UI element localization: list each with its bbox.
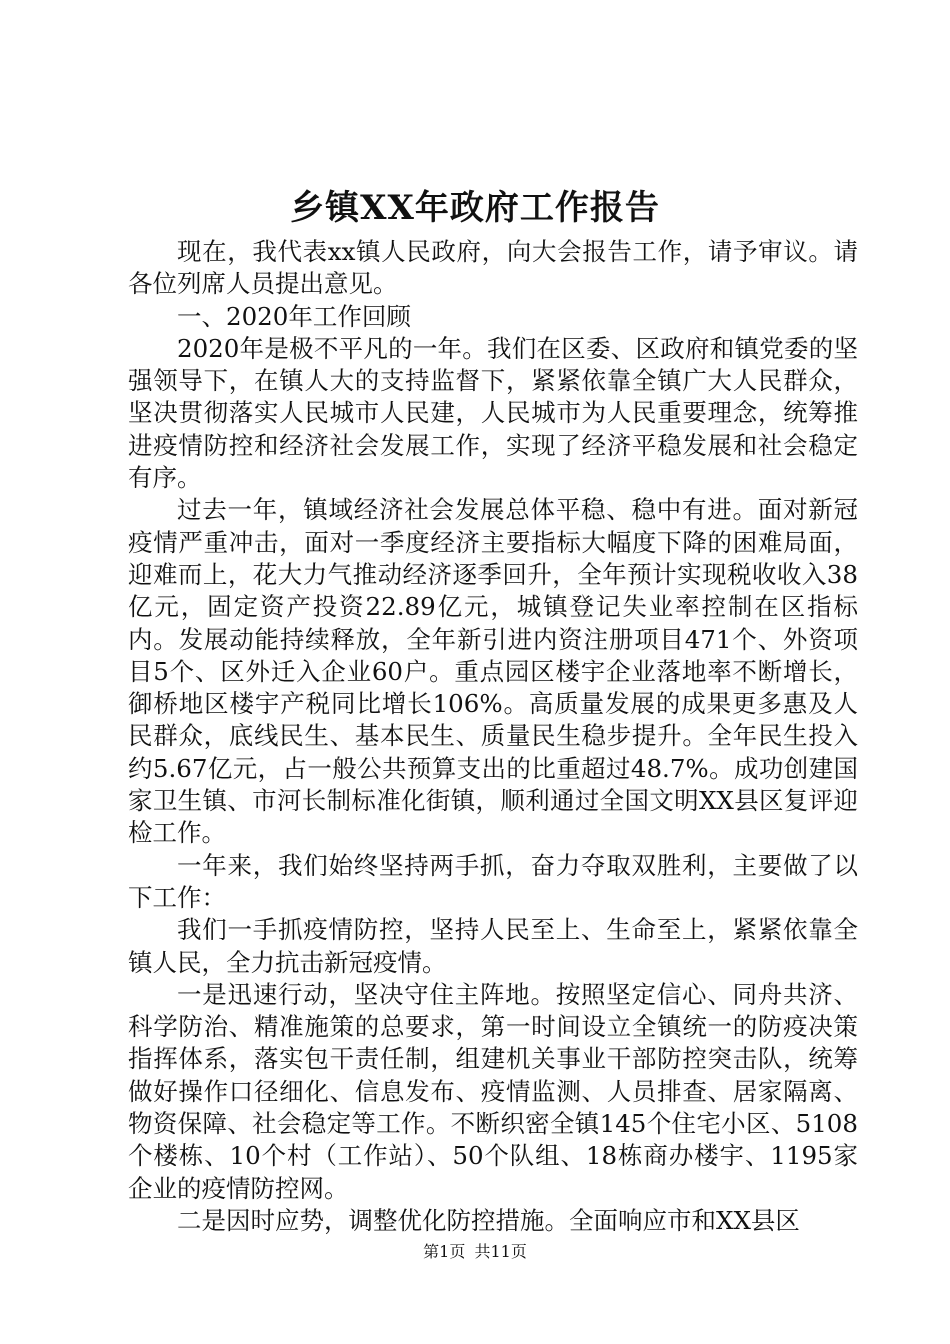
section-heading: 一、2020年工作回顾 — [177, 301, 411, 331]
paragraph-economy: 过去一年，镇域经济社会发展总体平稳、稳中有进。面对新冠疫情严重冲击，面对一季度经济主要指标大幅度下降的困难局面，迎难而上，花大力气推动经济逐季回升，全年预计实现税收收入38亿元，固定资产投资22.89亿元，城镇登记失业率控制在区指标内。发展动能持续释放，全年新引进内资注册项目471个、外资项目5个、区外迁入企业60户。重点园区楼宇企业落地率不断增长，御桥地区楼宇产税同比增长106%。高质量发展的成果更多惠及人民群众，底线民生、基本民生、质量民生稳步提升。全年民生投入约5.67亿元，占一般公共预算支出的比重超过48.7%。成功创建国家卫生镇、市河长制标准化街镇，顺利通过全国文明XX县区复评迎检工作。 — [128, 495, 858, 848]
page-footer — [0, 1242, 950, 1262]
document-body — [128, 236, 858, 1237]
document-title: 乡镇XX年政府工作报告 — [290, 188, 660, 228]
paragraph-work-summary: 一年来，我们始终坚持两手抓，奋力夺取双胜利，主要做了以下工作： — [128, 850, 858, 912]
page-number: 第1页 — [423, 1242, 466, 1261]
paragraph-intro: 现在，我代表xx镇人民政府，向大会报告工作，请予审议。请各位列席人员提出意见。 — [128, 237, 858, 299]
paragraph-point-one: 一是迅速行动，坚决守住主阵地。按照坚定信心、同舟共济、科学防治、精准施策的总要求，第一时间设立全镇统一的防疫决策指挥体系，落实包干责任制，组建机关事业干部防控突击队，统筹做好操作口径细化、信息发布、疫情监测、人员排查、居家隔离、物资保障、社会稳定等工作。不断织密全镇145个住宅小区、5108个楼栋、10个村（工作站）、50个队组、18栋商办楼宇、1195家企业的疫情防控网。 — [128, 979, 858, 1203]
page-total: 共11页 — [474, 1242, 527, 1261]
paragraph-overview: 2020年是极不平凡的一年。我们在区委、区政府和镇党委的坚强领导下，在镇人大的支持监督下，紧紧依靠全镇广大人民群众，坚决贯彻落实人民城市人民建，人民城市为人民重要理念，统筹推进疫情防控和经济社会发展工作，实现了经济平稳发展和社会稳定有序。 — [128, 333, 858, 493]
paragraph-epidemic-control: 我们一手抓疫情防控，坚持人民至上、生命至上，紧紧依靠全镇人民，全力抗击新冠疫情。 — [128, 915, 858, 977]
paragraph-point-two: 二是因时应势，调整优化防控措施。全面响应市和XX县区 — [177, 1205, 800, 1235]
